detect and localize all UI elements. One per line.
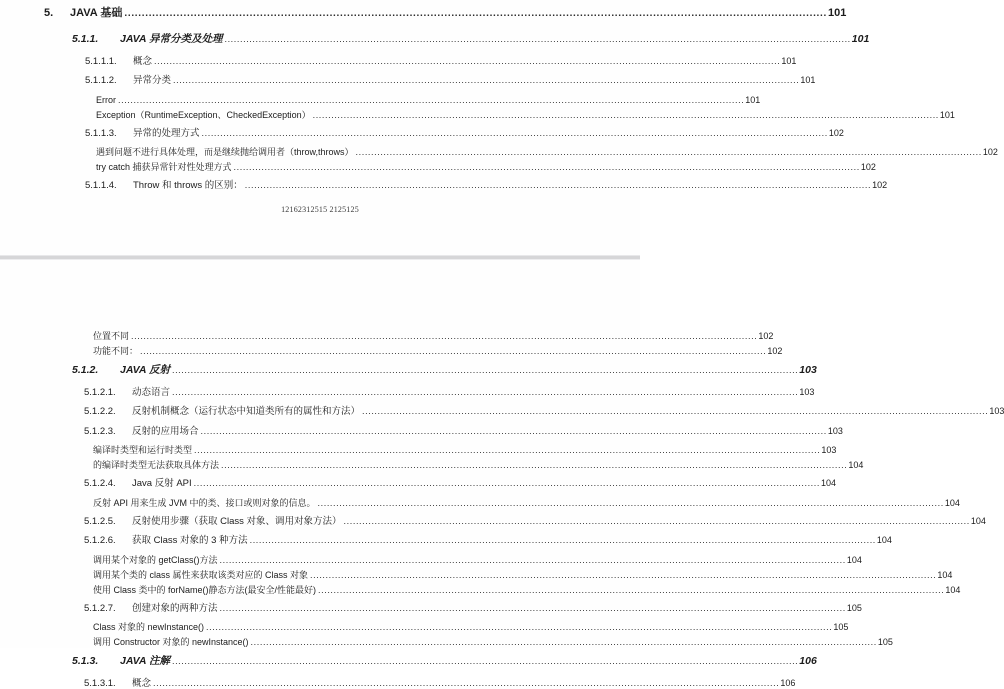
toc-entry[interactable]: [0, 346, 783, 356]
toc-entry-label: [84, 427, 199, 437]
toc-entry-title: JAVA 注解: [120, 655, 170, 667]
toc-entry[interactable]: [0, 162, 876, 172]
toc-entry[interactable]: [0, 478, 836, 489]
dot-leader: [250, 536, 876, 546]
toc-entry-title: 反射机制概念（运行状态中知道类所有的属性和方法）: [132, 406, 361, 417]
toc-entry[interactable]: [0, 147, 998, 157]
dot-leader: [154, 57, 780, 67]
document-page-one: [0, 0, 998, 255]
document-page-two: [0, 260, 1004, 689]
toc-entry-page-number: 105: [833, 622, 849, 632]
toc-entry[interactable]: [0, 94, 761, 105]
toc-entry[interactable]: [0, 180, 888, 191]
toc-entry[interactable]: [0, 425, 843, 437]
toc-entry-number: 5.1.2.: [72, 364, 99, 376]
toc-entry[interactable]: [0, 364, 817, 377]
toc-entry-label: [93, 586, 316, 595]
dot-leader: [318, 586, 944, 595]
toc-entry-label: [96, 163, 232, 172]
dot-leader: [245, 181, 871, 191]
toc-entry-page-number: 104: [937, 569, 953, 580]
toc-entry-page-number: 102: [828, 127, 844, 138]
toc-entry-page-number: 105: [846, 602, 862, 613]
toc-entry-page-number: 105: [877, 637, 893, 647]
toc-entry-label: [96, 96, 116, 105]
dot-leader: [124, 9, 827, 20]
toc-entry[interactable]: [0, 127, 844, 139]
toc-entry-number: 5.1.2.7.: [84, 602, 116, 614]
toc-entry-label: [72, 34, 222, 45]
dot-leader: [206, 623, 832, 632]
dot-leader: [318, 499, 944, 508]
toc-entry-title: Error: [96, 94, 116, 105]
page-one-footer: [0, 205, 640, 214]
toc-entry-page-number: 103: [799, 364, 817, 376]
toc-entry-title: 功能不同：: [93, 346, 139, 356]
toc-entry-page-number: 104: [945, 584, 961, 595]
dot-leader: [220, 604, 846, 614]
toc-entry-label: [93, 623, 204, 632]
toc-entry[interactable]: [0, 569, 953, 580]
toc-entry-label: [84, 517, 342, 527]
toc-entry-number: 5.: [44, 7, 54, 19]
toc-entry-title: 异常的处理方式: [133, 127, 200, 139]
toc-entry-page-number: 102: [758, 331, 774, 341]
toc-entry-page-number: 102: [872, 180, 888, 190]
toc-entry-title: 概念: [132, 677, 152, 689]
toc-entry[interactable]: [0, 602, 862, 614]
toc-entry[interactable]: [0, 515, 986, 527]
toc-entry-title: 异常分类: [133, 75, 172, 86]
toc-entry-title: 创建对象的两种方法: [132, 602, 218, 614]
toc-entry-title: 获取 Class 对象的 3 种方法: [132, 535, 248, 546]
toc-entry-number: 5.1.1.1.: [85, 55, 117, 67]
dot-leader: [224, 35, 850, 46]
toc-entry-label: [93, 461, 219, 470]
toc-entry-title: 反射 API 用来生成 JVM 中的类、接口或则对象的信息。: [93, 497, 316, 508]
dot-leader: [118, 96, 744, 105]
toc-entry-page-number: 103: [827, 425, 843, 436]
toc-entry-label: [72, 365, 170, 376]
toc-entry-page-number: 101: [827, 7, 847, 19]
toc-entry[interactable]: [0, 460, 864, 470]
toc-entry-number: 5.1.1.3.: [85, 127, 117, 139]
dot-leader: [221, 461, 847, 470]
toc-entry-page-number: 102: [860, 162, 876, 172]
toc-entry-label: [44, 8, 122, 19]
toc-entry-page-number: 101: [745, 94, 761, 105]
toc-entry[interactable]: [0, 33, 870, 46]
toc-entry-title: 编译时类型和运行时类型: [93, 445, 193, 455]
toc-entry-page-number: 101: [939, 109, 955, 120]
toc-entry-label: [84, 479, 192, 489]
page-two-top-margin: [0, 260, 640, 332]
toc-entry-title: 位置不同: [93, 331, 130, 341]
toc-entry[interactable]: [0, 655, 817, 668]
toc-entry-page-number: 101: [781, 55, 797, 66]
toc-entry-page-number: 106: [799, 655, 817, 667]
toc-entry-label: [84, 388, 170, 398]
toc-entry-number: 5.1.2.4.: [84, 478, 116, 489]
toc-entry-title: 遇到问题不进行具体处理，而是继续抛给调用者（throw,throws）: [96, 147, 354, 157]
toc-entry-number: 5.1.2.5.: [84, 515, 116, 527]
toc-entry-label: [93, 638, 249, 647]
toc-entry-title: JAVA 异常分类及处理: [120, 33, 223, 45]
toc-entry-page-number: 103: [799, 386, 815, 397]
toc-entry-label: [93, 347, 138, 356]
toc-entry-page-number: 104: [876, 535, 892, 545]
toc-entry-label: [93, 332, 129, 341]
toc-entry[interactable]: [0, 406, 1004, 417]
toc-entry[interactable]: [0, 677, 796, 689]
dot-leader: [310, 571, 936, 580]
toc-entry-title: 使用 Class 类中的 forName()静态方法(最安全/性能最好): [93, 584, 317, 595]
dot-leader: [194, 479, 820, 489]
toc-entry-number: 5.1.2.2.: [84, 406, 116, 417]
toc-entry-page-number: 104: [848, 460, 864, 470]
toc-entry-label: [85, 181, 243, 191]
dot-leader: [344, 517, 970, 527]
toc-list-page-one: [0, 7, 998, 191]
toc-entry-number: 5.1.2.3.: [84, 425, 116, 437]
dot-leader: [202, 129, 828, 139]
toc-entry-title: 的编译时类型无法获取具体方法: [93, 460, 220, 470]
dot-leader: [194, 446, 820, 455]
dot-leader: [173, 76, 799, 86]
toc-entry[interactable]: [0, 535, 892, 546]
toc-entry-label: [85, 57, 152, 67]
dot-leader: [356, 148, 982, 157]
toc-entry-number: 5.1.2.6.: [84, 535, 116, 546]
toc-entry-label: [85, 76, 171, 86]
toc-entry-label: [85, 129, 200, 139]
toc-entry-label: [93, 499, 316, 508]
toc-entry-page-number: 103: [989, 406, 1004, 416]
dot-leader: [362, 407, 988, 417]
dot-leader: [220, 556, 846, 565]
toc-entry-page-number: 102: [982, 147, 998, 157]
toc-entry-title: 概念: [133, 55, 153, 67]
toc-entry-number: 5.1.1.: [72, 33, 99, 45]
toc-list-page-two: [0, 331, 1004, 689]
dot-leader: [201, 427, 827, 437]
toc-entry[interactable]: [0, 386, 815, 398]
dot-leader: [153, 679, 779, 689]
toc-entry-title: Exception（RuntimeException、CheckedException）: [96, 109, 311, 120]
toc-entry[interactable]: [0, 637, 893, 647]
toc-entry-number: 5.1.3.: [72, 655, 99, 667]
toc-entry-page-number: 101: [800, 75, 816, 85]
toc-entry-title: Java 反射 API: [132, 478, 192, 489]
toc-entry[interactable]: [0, 554, 862, 565]
toc-entry[interactable]: [0, 7, 847, 20]
toc-entry-page-number: 102: [767, 346, 783, 356]
toc-entry-number: 5.1.3.1.: [84, 677, 116, 689]
toc-entry-page-number: 104: [944, 497, 960, 508]
dot-leader: [172, 388, 798, 398]
toc-entry-label: [93, 571, 308, 580]
toc-entry-title: 调用某个类的 class 属性来获取该类对应的 Class 对象: [93, 569, 309, 580]
toc-entry[interactable]: [0, 55, 797, 67]
dot-leader: [251, 638, 877, 647]
toc-entry-page-number: 106: [780, 677, 796, 688]
toc-entry-label: [84, 604, 218, 614]
toc-entry-title: 反射使用步骤（获取 Class 对象、调用对象方法）: [132, 515, 342, 527]
dot-leader: [172, 366, 798, 377]
toc-entry-title: try catch 捕获异常针对性处理方式: [96, 162, 232, 172]
toc-entry-label: [96, 111, 311, 120]
toc-entry-page-number: 104: [820, 478, 836, 488]
dot-leader: [172, 657, 798, 668]
dot-leader: [131, 332, 757, 341]
dot-leader: [313, 111, 939, 120]
toc-entry-label: [84, 536, 248, 546]
toc-entry-number: 5.1.1.4.: [85, 180, 117, 191]
toc-entry-title: 动态语言: [132, 386, 171, 398]
toc-entry[interactable]: [0, 622, 849, 632]
toc-entry[interactable]: [0, 584, 961, 595]
toc-entry-title: JAVA 基础: [70, 7, 123, 19]
toc-entry-title: JAVA 反射: [120, 364, 170, 376]
toc-entry-label: [72, 656, 170, 667]
toc-entry-title: 反射的应用场合: [132, 425, 199, 437]
toc-entry-title: Throw 和 throws 的区别：: [133, 180, 243, 191]
footer-digits: 12162312515 2125125: [281, 204, 359, 214]
toc-entry-label: [96, 148, 354, 157]
toc-entry-title: 调用 Constructor 对象的 newInstance(): [93, 637, 249, 647]
toc-entry[interactable]: [0, 75, 816, 86]
toc-entry-title: 调用某个对象的 getClass()方法: [93, 554, 218, 565]
dot-leader: [234, 163, 860, 172]
toc-entry-page-number: 104: [970, 515, 986, 526]
dot-leader: [140, 347, 766, 356]
toc-entry-number: 5.1.2.1.: [84, 386, 116, 398]
toc-entry-page-number: 103: [821, 445, 837, 455]
toc-entry[interactable]: [0, 331, 774, 341]
toc-entry-label: [84, 407, 360, 417]
toc-entry-label: [84, 679, 151, 689]
toc-entry-number: 5.1.1.2.: [85, 75, 117, 86]
toc-entry-page-number: 101: [851, 33, 870, 45]
toc-entry-title: Class 对象的 newInstance(): [93, 622, 205, 632]
toc-entry-label: [93, 446, 192, 455]
toc-entry[interactable]: [0, 109, 955, 120]
toc-entry[interactable]: [0, 497, 960, 508]
toc-entry-label: [93, 556, 218, 565]
toc-entry[interactable]: [0, 445, 837, 455]
toc-entry-page-number: 104: [846, 554, 862, 565]
